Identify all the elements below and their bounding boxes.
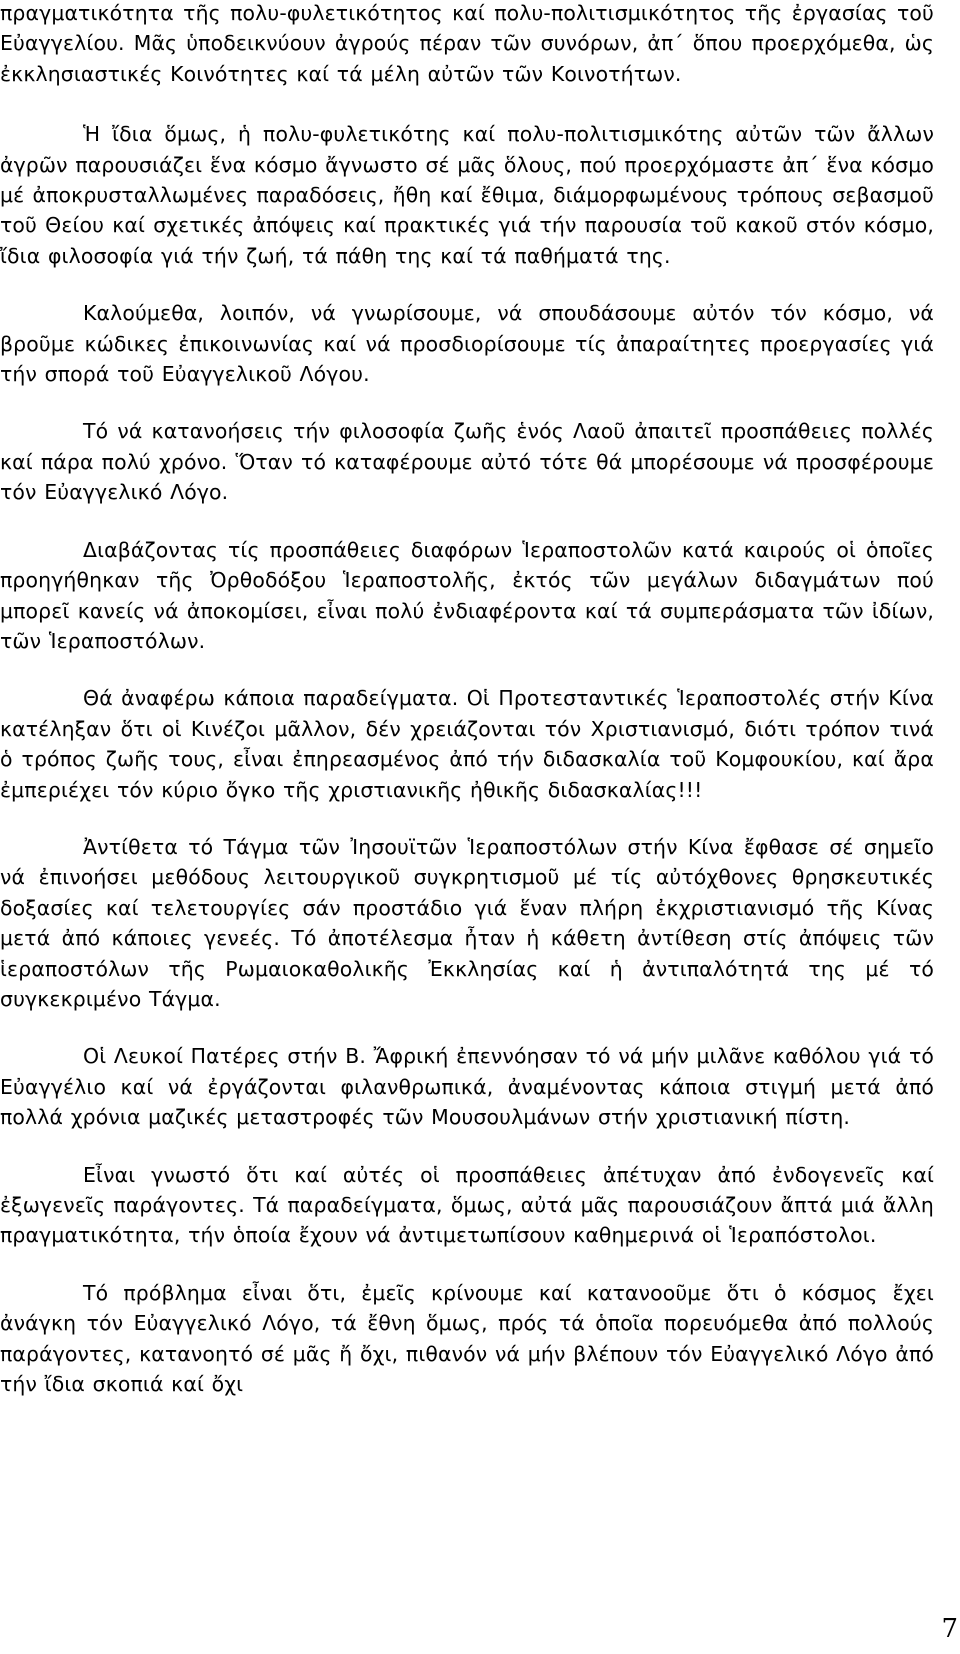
paragraph-4: Τό νά κατανοήσεις τήν φιλοσοφία ζωῆς ἑνός Λαοῦ ἀπαιτεῖ προσπάθειες πολλές καί πάρα πολύ χρόνο. Ὅταν τό καταφέρουμε αὐτό τότε θά μπορέσουμε νά προσφέρουμε τόν Εὐαγγελικό Λόγο.: [0, 419, 934, 505]
paragraph-9: Εἶναι γνωστό ὅτι καί αὐτές οἱ προσπάθειες ἀπέτυχαν ἀπό ἐνδογενεῖς καί ἐξωγενεῖς παράγοντες. Τά παραδείγματα, ὅμως, αὐτά μᾶς παρουσιάζουν ἄπτά μιά ἄλλη πραγματικότητα, τήν ὁποία ἔχουν νά ἀντιμετωπίσουν καθημερινά οἱ Ἱεραπόστολοι.: [0, 1162, 934, 1248]
paragraph-6: Θά ἀναφέρω κάποια παραδείγματα. Οἱ Προτεσταντικές Ἱεραποστολές στήν Κίνα κατέληξαν ὅτι οἱ Κινέζοι μᾶλλον, δέν χρειάζονται τόν Χριστιανισμό, διότι τρόπον τινά ὁ τρόπος ζωῆς τους, εἶναι ἐπηρεασμένος ἀπό τήν διδασκαλία τοῦ Κομφουκίου, καί ἄρα ἐμπεριέχει τόν κύριο ὄγκο τῆς χριστιανικῆς ἠθικῆς διδασκαλίας!!!: [0, 686, 934, 802]
paragraph-10: Τό πρόβλημα εἶναι ὅτι, ἐμεῖς κρίνουμε καί κατανοοῦμε ὅτι ὁ κόσμος ἔχει ἀνάγκη τόν Εὐαγγελικό Λόγο, τά ἔθνη ὅμως, πρός τά ὁποῖα πορευόμεθα ἀπό πολλούς παράγοντες, κατανοητό σέ μᾶς ἤ ὄχι, πιθανόν νά μήν βλέπουν τόν Εὐαγγελικό Λόγο ἀπό τήν ἴδια σκοπιά καί ὄχι: [0, 1280, 934, 1397]
paragraph-7: Ἀντίθετα τό Τάγμα τῶν Ἰησουϊτῶν Ἱεραποστόλων στήν Κίνα ἔφθασε σέ σημεῖο νά ἐπινοήσει μεθόδους λειτουργικοῦ συγκρητισμοῦ μέ τίς αὐτόχθονες θρησκευτικές δοξασίες καί τελετουργίες σάν προστάδιο γιά ἕναν πλήρη ἐκχριστιανισμό τῆς Κίνας μετά ἀπό κάποιες γενεές. Τό ἀποτέλεσμα ἦταν ἡ κάθετη ἀντίθεση στίς ἀπόψεις τῶν ἱεραποστόλων τῆς Ρωμαιοκαθολικῆς Ἐκκλησίας καί ἡ ἀντιπαλότητά της μέ τό συγκεκριμένο Τάγμα.: [0, 834, 934, 1011]
paragraph-5: Διαβάζοντας τίς προσπάθειες διαφόρων Ἱεραποστολῶν κατά καιρούς οἱ ὁποῖες προηγήθηκαν τῆς Ὀρθοδόξου Ἱεραποστολῆς, ἐκτός τῶν μεγάλων διδαγμάτων πού μπορεῖ κανείς νά ἀποκομίσει, εἶναι πολύ ἐνδιαφέροντα καί τά συμπεράσματα τῶν ἰδίων, τῶν Ἱεραποστόλων.: [0, 537, 934, 653]
paragraph-8: Οἱ Λευκοί Πατέρες στήν Β. Ἄφρική ἐπεννόησαν τό νά μήν μιλᾶνε καθόλου γιά τό Εὐαγγέλιο καί νά ἐργάζονται φιλανθρωπικά, ἀναμένοντας κάποια στιγμή μετά ἀπό πολλά χρόνια μαζικές μεταστροφές τῶν Μουσουλμάνων στήν χριστιανική πίστη.: [0, 1044, 934, 1130]
paragraph-2: Ἡ ἴδια ὅμως, ἡ πολυ-φυλετικότης καί πολυ-πολιτισμικότης αὐτῶν τῶν ἄλλων ἀγρῶν παρουσιάζει ἕνα κόσμο ἄγνωστο σέ μᾶς ὅλους, πού προερχόμαστε ἀπ΄ ἕνα κόσμο μέ ἀποκρυσταλλωμένες παραδόσεις, ἤθη καί ἔθιμα, διάμορφωμένους τρόπους σεβασμοῦ τοῦ Θείου καί σχετικές ἀπόψεις καί πρακτικές γιά τήν παρουσία τοῦ κακοῦ στόν κόσμο, ἴδια φιλοσοφία γιά τήν ζωή, τά πάθη της καί τά παθήματά της.: [0, 122, 934, 268]
page-number: 7: [941, 1614, 958, 1644]
paragraph-1: πραγματικότητα τῆς πολυ-φυλετικότητος καί πολυ-πολιτισμικότητος τῆς ἐργασίας τοῦ Εὐαγγελίου. Μᾶς ὑποδεικνύουν ἀγρούς πέραν τῶν συνόρων, ἀπ΄ ὅπου προερχόμεθα, ὡς ἐκκλησιαστικές Κοινότητες καί τά μέλη αὐτῶν τῶν Κοινοτήτων.: [0, 1, 934, 86]
paragraph-3: Καλούμεθα, λοιπόν, νά γνωρίσουμε, νά σπουδάσουμε αὐτόν τόν κόσμο, νά βροῦμε κώδικες ἐπικοινωνίας καί νά προσδιορίσουμε τίς ἀπαραίτητες προεργασίες γιά τήν σπορά τοῦ Εὐαγγελικοῦ Λόγου.: [0, 301, 934, 387]
